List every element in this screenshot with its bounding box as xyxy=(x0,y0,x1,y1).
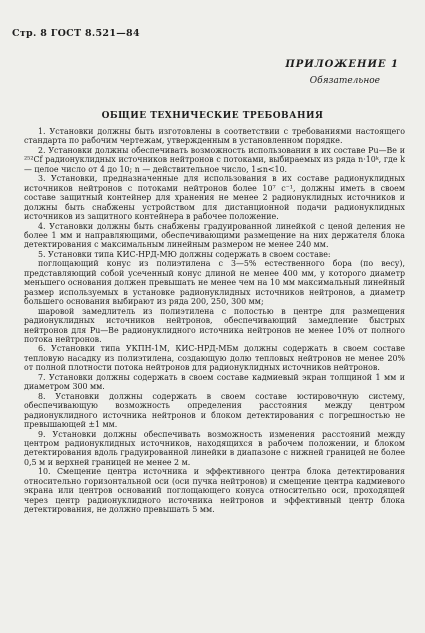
paragraph-4: 4. Установки должны быть снабжены градуированной линейкой с ценой деления не более 1 мм и направляющими, обеспечивающими размещение на них держателя блока детектирования с максимальным линейным размером не менее 240 мм. xyxy=(24,221,405,250)
paragraph-2: 2. Установки должны обеспечивать возможность использования в их составе Pu—Be и ²⁵²Cf радионуклидных источников нейтронов с потоками, выбираемых из ряда n·10ᵏ, где k — целое число от 4 до 10; n — действительное число, 1≤n<10. xyxy=(24,145,405,174)
paragraph-1: 1. Установки должны быть изготовлены в соответствии с требованиями настоящего стандарта по рабочим чертежам, утвержденным в установленном порядке. xyxy=(24,127,405,146)
paragraph-7: 7. Установки должны содержать в своем составе кадмиевый экран толщиной 1 мм и диаметром 300 мм. xyxy=(24,372,405,392)
paragraph-9: 9. Установки должны обеспечивать возможность изменения расстояний между центром радионуклидных источников, находящихся в рабочем положении, и блоком детектирования вдоль градуированной линейки в диапазоне с нижней границей не более 0,5 м и верхней границей не менее 2 м. xyxy=(24,429,405,467)
section-title: ОБЩИЕ ТЕХНИЧЕСКИЕ ТРЕБОВАНИЯ xyxy=(101,111,324,121)
paragraph-5-item-2: шаровой замедлитель из полиэтилена с полостью в центре для размещения радионуклидных источников нейтронов, обеспечивающий замедление быстрых нейтронов для Pu—Be радионуклидного источника нейтронов не менее 10% от полного потока нейтронов. xyxy=(24,306,405,344)
paragraph-6: 6. Установки типа УКПН-1М, КИС-НРД-МБм должны содержать в своем составе тепловую насадку из полиэтилена, создающую долю тепловых нейтронов не менее 20% от полной плотности потока нейтронов для радионуклидных источников нейтронов. xyxy=(24,344,405,373)
paragraph-3: 3. Установки, предназначенные для использования в их составе радионуклидных источников нейтронов с потоками нейтронов более 10⁷ с⁻¹, должны иметь в своем составе защитный контейнер для хранения не менее 2 радионуклидных источников и должны быть снабжены устройством для дистанционной подачи радионуклидных источников из защитного контейнера в рабочее положение. xyxy=(24,174,405,222)
page-header: Стр. 8 ГОСТ 8.521—84 xyxy=(12,28,140,39)
appendix-title: ПРИЛОЖЕНИЕ 1 xyxy=(285,59,399,70)
paragraph-5: 5. Установки типа КИС-НРД-МЮ должны содержать в своем составе: xyxy=(38,249,331,259)
body-text xyxy=(24,127,405,515)
paragraph-10: 10. Смещение центра источника и эффективного центра блока детектирования относительно горизонтальной оси (оси пучка нейтронов) и смещение центра кадмиевого экрана или центров оснований поглощающего конуса относительно оси, проходящей через центр радионуклидного источника нейтронов и эффективный центр блока детектирования, не должно превышать 5 мм. xyxy=(24,467,405,515)
paragraph-5-item-1: поглощающий конус из полиэтилена с 3—5% естественного бора (по весу), представляющий собой усеченный конус длиной не менее 400 мм, у которого диаметр меньшего основания должен превышать не менее чем на 10 мм максимальный линейный размер используемых в установке радионуклидных источников нейтронов, а диаметр большего основания выбирают из ряда 200, 250, 300 мм; xyxy=(24,259,405,307)
paragraph-8: 8. Установки должны содержать в своем составе юстировочную систему, обеспечивающую возможность определения расстояния между центром радионуклидного источника нейтронов и блоком детектирования с погрешностью не превышающей ±1 мм. xyxy=(24,391,405,430)
appendix-status: Обязательное xyxy=(309,76,380,86)
